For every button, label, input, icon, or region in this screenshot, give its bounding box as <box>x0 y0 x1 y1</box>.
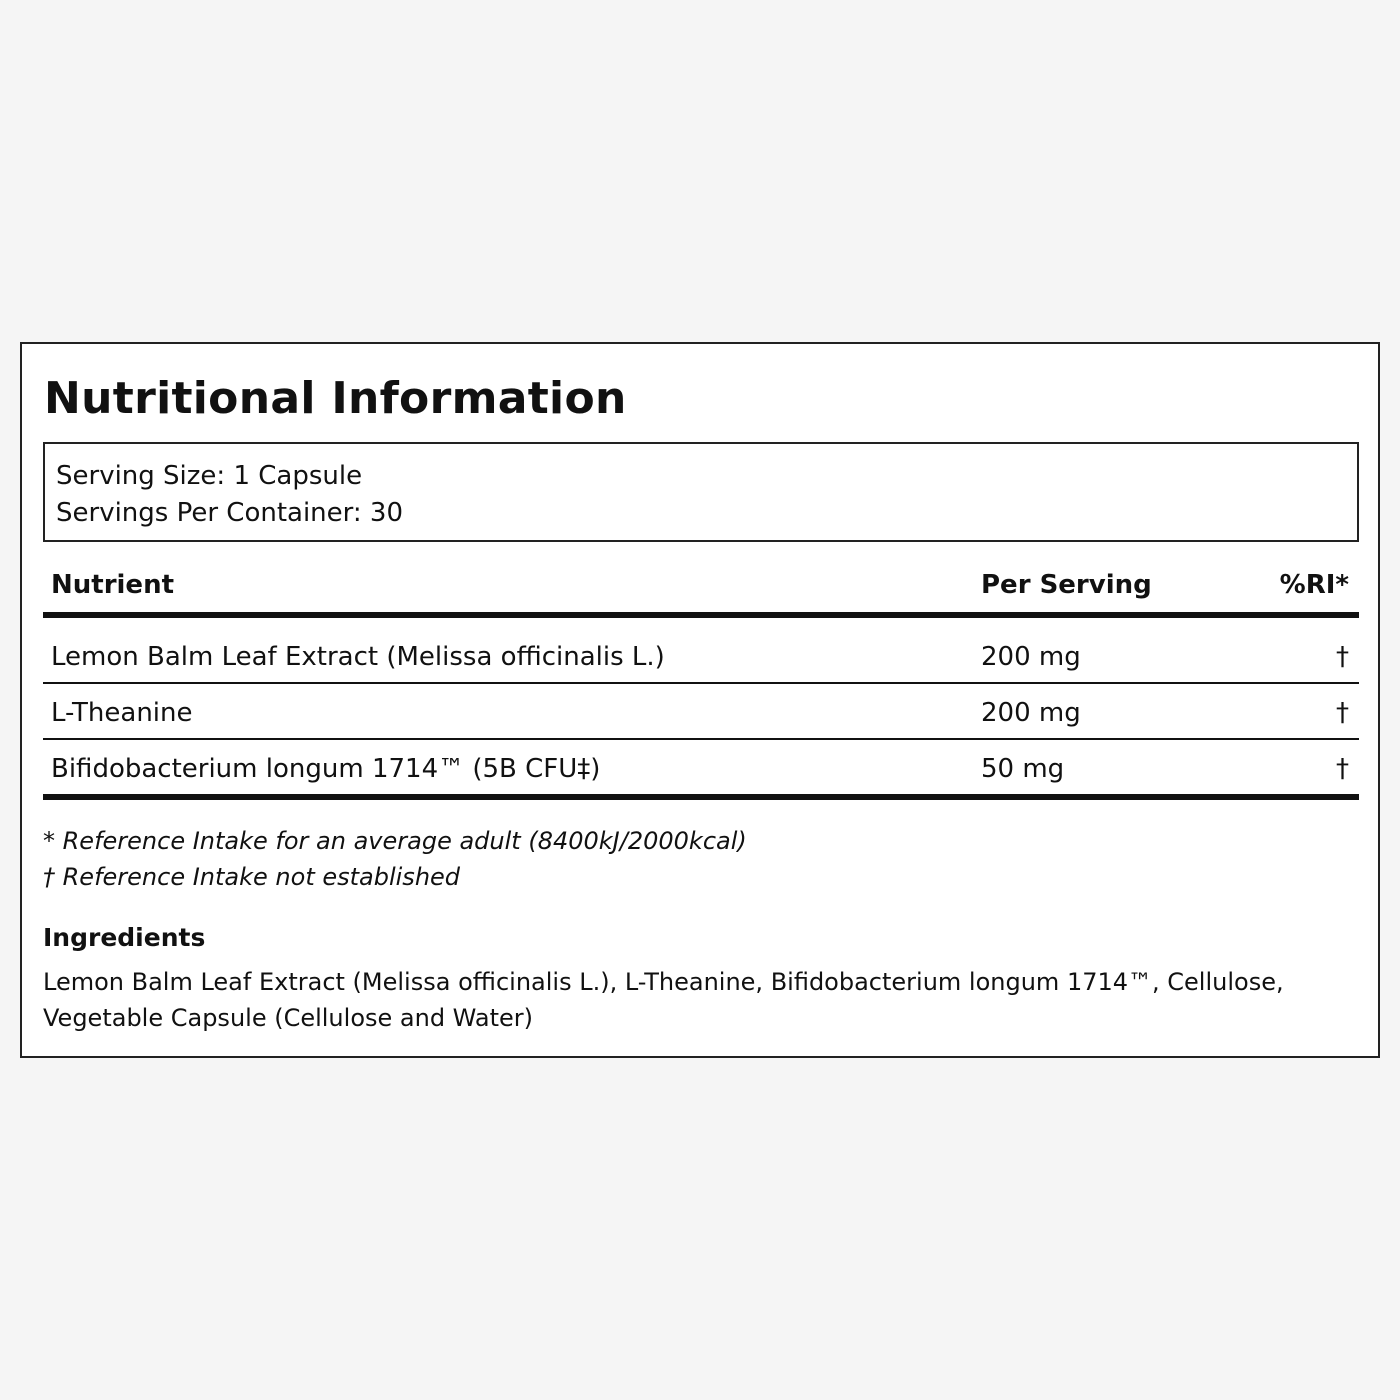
ingredients-heading: Ingredients <box>43 923 206 952</box>
header-nutrient: Nutrient <box>51 570 175 600</box>
ingredients-text: Lemon Balm Leaf Extract (Melissa officinalis L.), L-Theanine, Bifidobacterium longum 1714™, Cellulose, Vegetable Capsule (Cellulose and Water) <box>43 968 1284 1032</box>
serving-size: Serving Size: 1 Capsule <box>56 461 363 491</box>
header-divider <box>43 612 1359 618</box>
panel-title: Nutritional Information <box>44 373 627 424</box>
nutrient-amount: 200 mg <box>981 698 1081 728</box>
nutrient-amount: 200 mg <box>981 642 1081 672</box>
nutrient-ri: † <box>1336 754 1349 784</box>
row-divider <box>43 682 1359 684</box>
footnote-ri: * Reference Intake for an average adult (8400kJ/2000kcal) <box>43 827 747 855</box>
nutrient-name: L-Theanine <box>51 698 193 728</box>
header-per-serving: Per Serving <box>981 570 1152 600</box>
servings-per-container: Servings Per Container: 30 <box>56 498 404 528</box>
nutrient-ri: † <box>1336 642 1349 672</box>
nutrient-name: Lemon Balm Leaf Extract (Melissa officinalis L.) <box>51 642 665 672</box>
footnote-not-established: † Reference Intake not established <box>43 863 461 891</box>
nutrient-amount: 50 mg <box>981 754 1065 784</box>
table-bottom-divider <box>43 794 1359 800</box>
serving-info-box <box>43 442 1359 542</box>
nutrient-name: Bifidobacterium longum 1714™ (5B CFU‡) <box>51 754 601 784</box>
nutrition-panel <box>20 342 1380 1058</box>
header-ri: %RI* <box>1279 570 1349 600</box>
row-divider <box>43 738 1359 740</box>
nutrient-ri: † <box>1336 698 1349 728</box>
